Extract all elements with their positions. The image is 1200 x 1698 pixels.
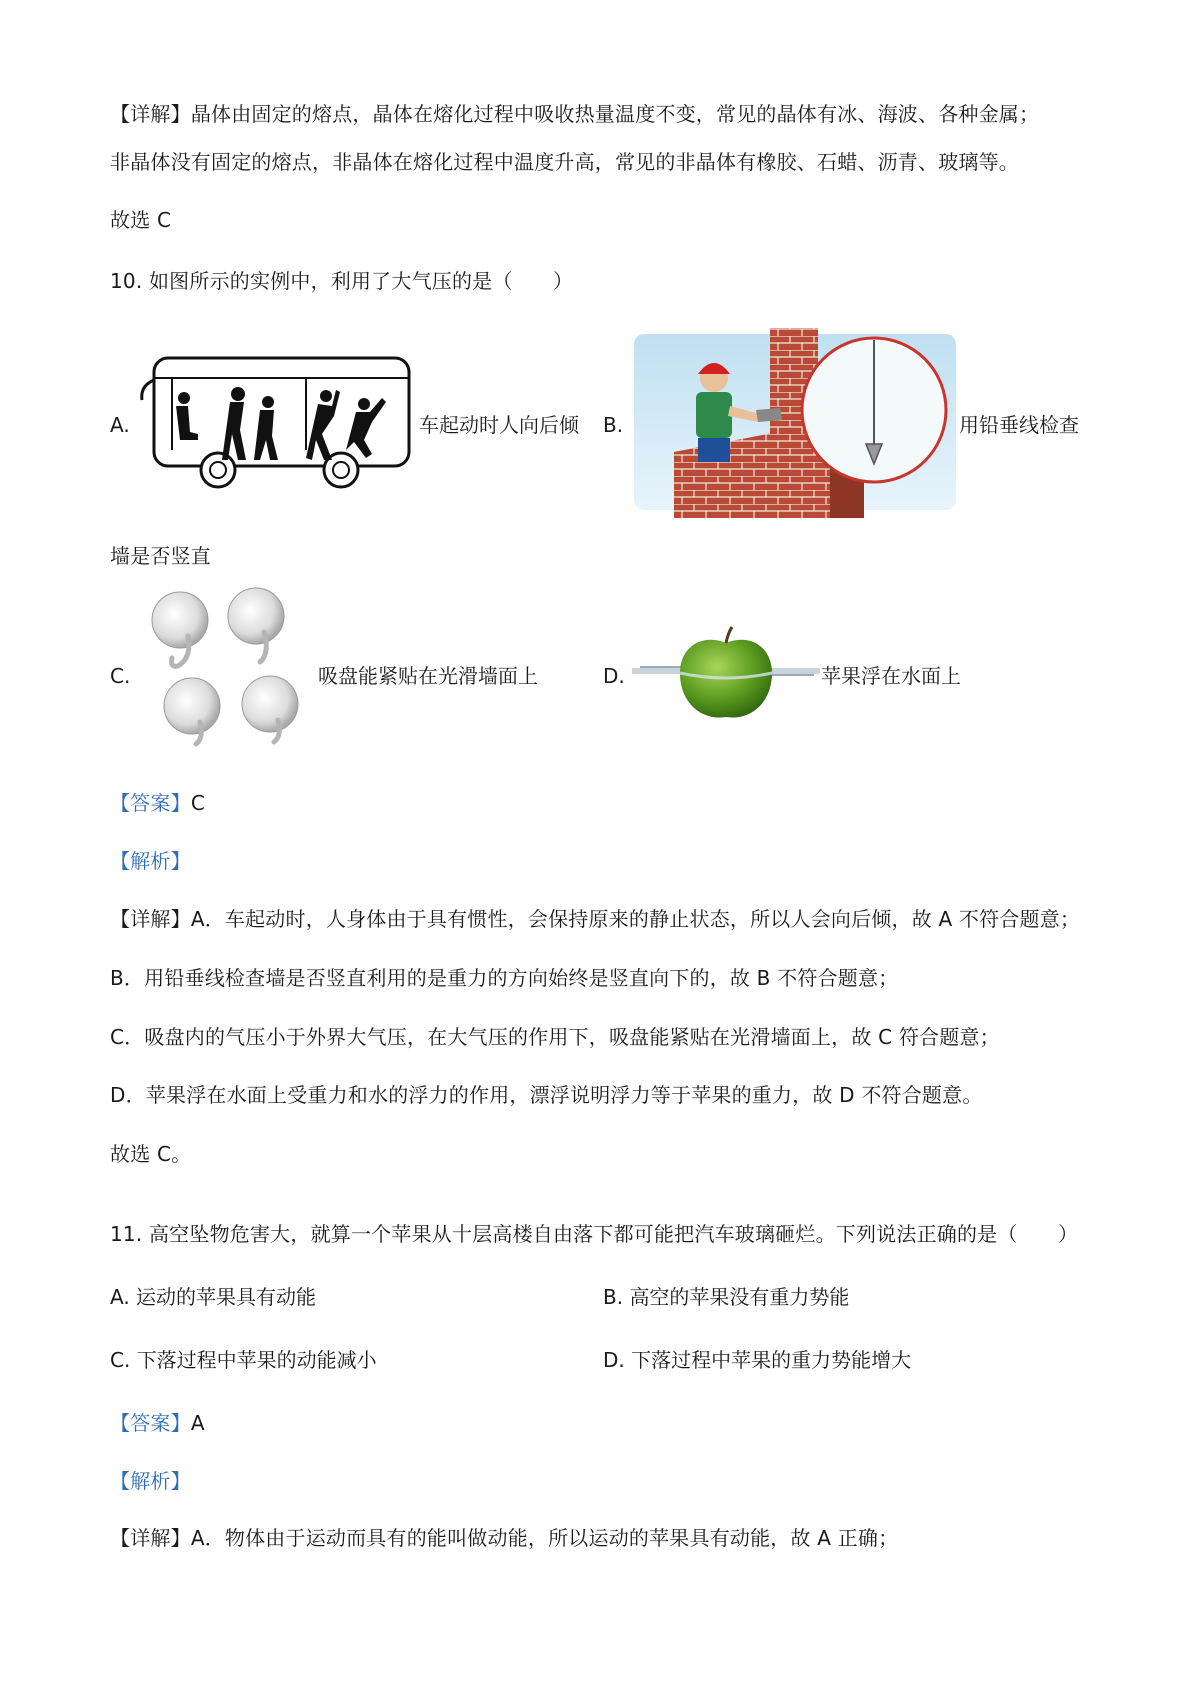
q10-option-d-letter: D. bbox=[603, 664, 625, 688]
q11-option-a: A. 运动的苹果具有动能 bbox=[110, 1285, 317, 1309]
q10-option-a-text: 车起动时人向后倾 bbox=[419, 413, 579, 437]
suction-cups-figure bbox=[146, 586, 314, 748]
q10-detail-line-4: D．苹果浮在水面上受重力和水的浮力的作用，漂浮说明浮力等于苹果的重力，故 D 不符合题意。 bbox=[110, 1083, 983, 1107]
q11-answer: 【答案】A bbox=[110, 1411, 205, 1435]
q11-option-c: C. 下落过程中苹果的动能减小 bbox=[110, 1348, 377, 1372]
q10-analysis-tag: 【解析】 bbox=[110, 849, 191, 873]
q9-conclusion: 故选 C bbox=[110, 208, 172, 232]
q10-answer: 【答案】C bbox=[110, 791, 205, 815]
bus-passengers-figure bbox=[136, 350, 416, 500]
q9-detail-line-1: 【详解】晶体由固定的熔点，晶体在熔化过程中吸收热量温度不变，常见的晶体有冰、海波、各种金属； bbox=[110, 102, 1040, 126]
q11-stem: 11. 高空坠物危害大，就算一个苹果从十层高楼自由落下都可能把汽车玻璃砸烂。下列说法正确的是（ ） bbox=[110, 1222, 1079, 1246]
q10-option-b-text-continued: 墙是否竖直 bbox=[110, 544, 211, 568]
q10-detail-line-2: B．用铅垂线检查墙是否竖直利用的是重力的方向始终是竖直向下的，故 B 不符合题意； bbox=[110, 966, 899, 990]
q10-stem: 10. 如图所示的实例中，利用了大气压的是（ ） bbox=[110, 269, 574, 293]
q10-option-d-text: 苹果浮在水面上 bbox=[821, 664, 961, 688]
q9-detail-line-2: 非晶体没有固定的熔点，非晶体在熔化过程中温度升高，常见的非晶体有橡胶、石蜡、沥青、玻璃等。 bbox=[110, 150, 1019, 174]
q10-option-c-letter: C. bbox=[110, 664, 131, 688]
plumb-line-figure bbox=[634, 322, 956, 524]
q10-option-a-letter: A. bbox=[110, 413, 130, 437]
q11-detail-line-1: 【详解】A．物体由于运动而具有的能叫做动能，所以运动的苹果具有动能，故 A 正确； bbox=[110, 1526, 899, 1550]
q11-analysis-tag: 【解析】 bbox=[110, 1469, 191, 1493]
q11-option-d: D. 下落过程中苹果的重力势能增大 bbox=[603, 1348, 912, 1372]
q11-option-b: B. 高空的苹果没有重力势能 bbox=[603, 1285, 850, 1309]
q10-option-b-text: 用铅垂线检查 bbox=[959, 413, 1079, 437]
q10-option-c-text: 吸盘能紧贴在光滑墙面上 bbox=[318, 664, 538, 688]
q10-detail-line-3: C．吸盘内的气压小于外界大气压，在大气压的作用下，吸盘能紧贴在光滑墙面上，故 C 符合题意； bbox=[110, 1025, 1000, 1049]
q10-detail-line-1: 【详解】A．车起动时，人身体由于具有惯性，会保持原来的静止状态，所以人会向后倾，故 A 不符合题意； bbox=[110, 907, 1081, 931]
q10-conclusion: 故选 C。 bbox=[110, 1142, 192, 1166]
floating-apple-figure bbox=[632, 625, 820, 725]
q10-option-b-letter: B. bbox=[603, 413, 624, 437]
